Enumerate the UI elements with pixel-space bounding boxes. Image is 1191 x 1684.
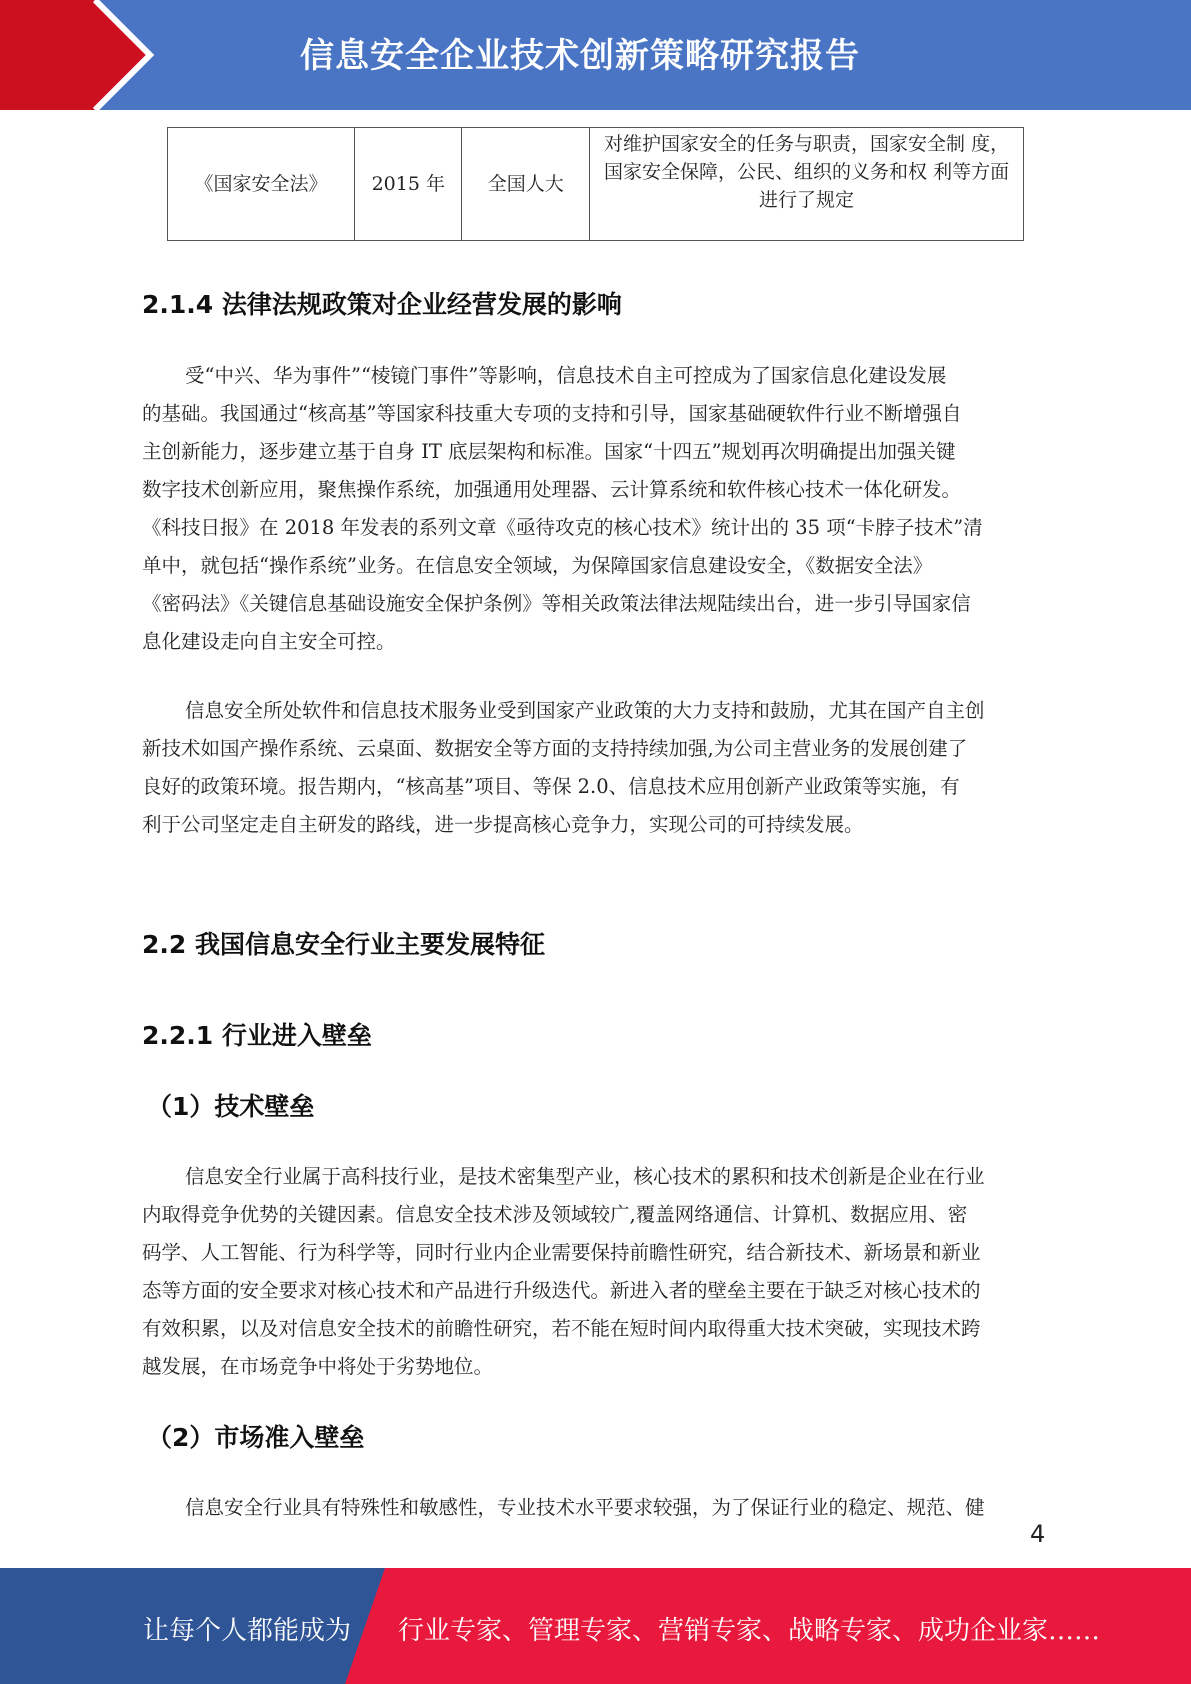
subsection-heading-technical-barrier: （1）技术壁垒	[147, 1092, 315, 1121]
content-line: 对维护国家安全的任务与职责，国家安全制 度，	[604, 133, 1010, 155]
header-red-arrow	[0, 0, 150, 110]
law-year-cell: 2015 年	[355, 128, 462, 241]
paragraph-3	[142, 1158, 1047, 1386]
section-heading-2-2-1: 2.2.1 行业进入壁垒	[142, 1021, 372, 1050]
text-line: 《科技日报》在 2018 年发表的系列文章《亟待攻克的核心技术》统计出的 35 项“卡脖子技术”清	[142, 516, 983, 539]
text-line: 的基础。我国通过“核高基”等国家科技重大专项的支持和引导，国家基础硬软件行业不断增强自	[142, 402, 962, 425]
page-footer	[0, 1568, 1191, 1684]
paragraph-2	[142, 692, 1047, 844]
law-issuer-cell: 全国人大	[462, 128, 590, 241]
paragraph-4	[142, 1489, 1047, 1527]
section-heading-2-2: 2.2 我国信息安全行业主要发展特征	[142, 930, 545, 959]
page-number: 4	[1030, 1520, 1046, 1548]
content-line: 进行了规定	[759, 189, 855, 211]
text-line: 越发展，在市场竞争中将处于劣势地位。	[142, 1355, 494, 1378]
text-line: 《密码法》《关键信息基础设施安全保护条例》等相关政策法律法规陆续出台，进一步引导国家信	[142, 592, 971, 615]
content-line: 国家安全保障，公民、组织的义务和权 利等方面	[604, 161, 1010, 183]
page-header	[0, 0, 1191, 110]
text-line: 信息安全行业具有特殊性和敏感性，专业技术水平要求较强，为了保证行业的稳定、规范、健	[185, 1496, 985, 1519]
law-table	[167, 127, 1024, 241]
text-line: 受“中兴、华为事件”“棱镜门事件”等影响，信息技术自主可控成为了国家信息化建设发展	[185, 364, 947, 387]
text-line: 利于公司坚定走自主研发的路线，进一步提高核心竞争力，实现公司的可持续发展。	[142, 813, 864, 836]
paragraph-1	[142, 357, 1047, 661]
text-line: 有效积累，以及对信息安全技术的前瞻性研究，若不能在短时间内取得重大技术突破，实现技术跨	[142, 1317, 981, 1340]
subsection-heading-market-barrier: （2）市场准入壁垒	[147, 1423, 365, 1452]
text-line: 新技术如国产操作系统、云桌面、数据安全等方面的支持持续加强,为公司主营业务的发展创建了	[142, 737, 968, 760]
footer-slogan-right: 行业专家、管理专家、营销专家、战略专家、成功企业家……	[398, 1616, 1101, 1646]
text-line: 息化建设走向自主安全可控。	[142, 630, 396, 653]
report-title: 信息安全企业技术创新策略研究报告	[300, 36, 860, 76]
text-line: 信息安全所处软件和信息技术服务业受到国家产业政策的大力支持和鼓励，尤其在国产自主创	[185, 699, 985, 722]
text-line: 信息安全行业属于高科技行业，是技术密集型产业，核心技术的累积和技术创新是企业在行业	[185, 1165, 985, 1188]
text-line: 态等方面的安全要求对核心技术和产品进行升级迭代。新进入者的壁垒主要在于缺乏对核心技术的	[142, 1279, 981, 1302]
text-line: 码学、人工智能、行为科学等，同时行业内企业需要保持前瞻性研究，结合新技术、新场景和新业	[142, 1241, 981, 1264]
law-name-cell: 《国家安全法》	[168, 128, 355, 241]
footer-slogan-left: 让每个人都能成为	[143, 1616, 352, 1646]
text-line: 主创新能力，逐步建立基于自身 IT 底层架构和标准。国家“十四五”规划再次明确提出加强关键	[142, 440, 956, 463]
table-row	[168, 128, 1024, 241]
law-content-cell	[590, 128, 1024, 241]
text-line: 良好的政策环境。报告期内，“核高基”项目、等保 2.0、信息技术应用创新产业政策等实施，有	[142, 775, 960, 798]
text-line: 单中，就包括“操作系统”业务。在信息安全领域，为保障国家信息建设安全，《数据安全法》	[142, 554, 933, 577]
section-heading-2-1-4: 2.1.4 法律法规政策对企业经营发展的影响	[142, 290, 622, 319]
text-line: 数字技术创新应用，聚焦操作系统，加强通用处理器、云计算系统和软件核心技术一体化研发。	[142, 478, 962, 501]
text-line: 内取得竞争优势的关键因素。信息安全技术涉及领域较广,覆盖网络通信、计算机、数据应用、密	[142, 1203, 968, 1226]
